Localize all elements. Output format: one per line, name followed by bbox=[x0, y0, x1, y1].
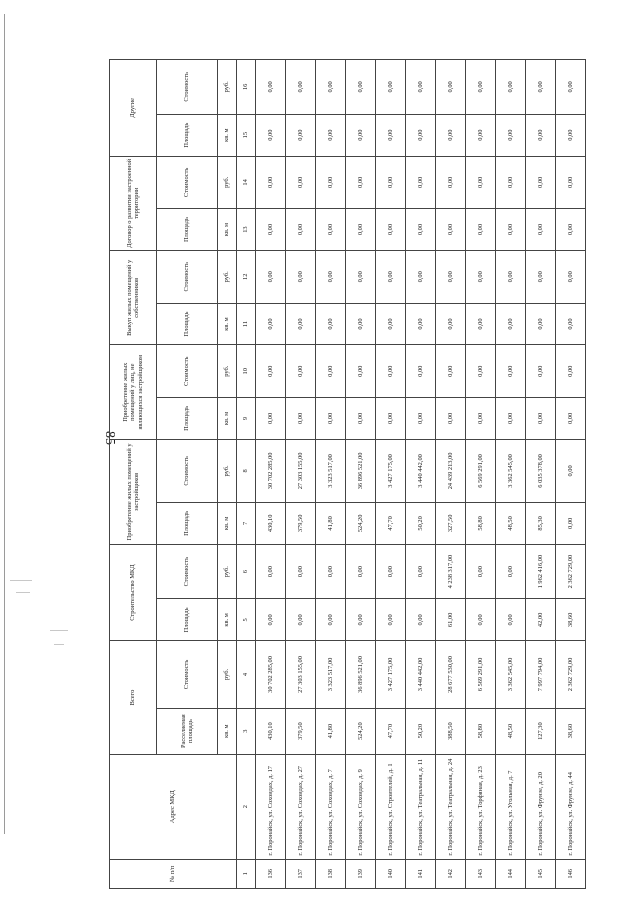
cell-area: 0,00 bbox=[256, 303, 286, 345]
row-number: 146 bbox=[556, 859, 586, 888]
resettlement-table bbox=[109, 59, 586, 889]
column-number: 14 bbox=[237, 156, 256, 208]
header-unit-area: кв. м bbox=[218, 114, 237, 156]
cell-cost: 0,00 bbox=[316, 251, 346, 303]
cell-area: 58,80 bbox=[466, 502, 496, 544]
cell-area: 0,00 bbox=[466, 599, 496, 641]
cell-area: 0,00 bbox=[496, 114, 526, 156]
cell-cost: 6 035 378,00 bbox=[526, 439, 556, 502]
cell-area: 48,50 bbox=[496, 502, 526, 544]
cell-cost: 4 238 317,00 bbox=[436, 544, 466, 599]
cell-cost: 24 439 213,00 bbox=[436, 439, 466, 502]
row-number: 139 bbox=[346, 859, 376, 888]
cell-area: 0,00 bbox=[256, 599, 286, 641]
cell-area: 388,50 bbox=[436, 708, 466, 754]
row-address: г. Поронайск, ул. Сохоидах, д. 17 bbox=[256, 754, 286, 859]
cell-cost: 0,00 bbox=[286, 345, 316, 397]
column-number: 9 bbox=[237, 397, 256, 439]
cell-area: 0,00 bbox=[526, 397, 556, 439]
header-group-total: Всего bbox=[110, 641, 157, 754]
cell-area: 0,00 bbox=[346, 303, 376, 345]
cell-area: 0,00 bbox=[406, 114, 436, 156]
cell-cost: 30 702 285,00 bbox=[256, 641, 286, 708]
cell-cost: 0,00 bbox=[376, 156, 406, 208]
cell-area: 38,60 bbox=[556, 708, 586, 754]
row-address: г. Поронайск, ул. Театральная, д. 11 bbox=[406, 754, 436, 859]
cell-area: 0,00 bbox=[436, 114, 466, 156]
table-row bbox=[346, 60, 376, 889]
cell-cost: 0,00 bbox=[556, 156, 586, 208]
cell-area: 50,20 bbox=[406, 708, 436, 754]
cell-area: 0,00 bbox=[346, 599, 376, 641]
cell-area: 47,70 bbox=[376, 708, 406, 754]
header-group-construction: Строительство МКД bbox=[110, 544, 157, 641]
cell-area: 0,00 bbox=[436, 209, 466, 251]
cell-area: 0,00 bbox=[286, 209, 316, 251]
column-number: 11 bbox=[237, 303, 256, 345]
cell-cost: 36 896 521,00 bbox=[346, 641, 376, 708]
cell-cost: 0,00 bbox=[436, 156, 466, 208]
cell-area: 0,00 bbox=[436, 397, 466, 439]
header-cost: Стоимость bbox=[157, 641, 218, 708]
header-area: Площадь bbox=[157, 502, 218, 544]
cell-area: 0,00 bbox=[376, 303, 406, 345]
column-number-row bbox=[237, 60, 256, 889]
header-unit-cost: руб. bbox=[218, 156, 237, 208]
cell-area: 0,00 bbox=[526, 303, 556, 345]
cell-area: 0,00 bbox=[466, 303, 496, 345]
column-number: 6 bbox=[237, 544, 256, 599]
cell-area: 50,20 bbox=[406, 502, 436, 544]
header-group-other: Другие bbox=[110, 60, 157, 157]
cell-cost: 0,00 bbox=[376, 251, 406, 303]
cell-cost: 0,00 bbox=[346, 544, 376, 599]
row-address: г. Поронайск, ул. Строителей, д. 1 bbox=[376, 754, 406, 859]
cell-area: 0,00 bbox=[376, 599, 406, 641]
cell-area: 42,00 bbox=[526, 599, 556, 641]
cell-cost: 0,00 bbox=[436, 60, 466, 115]
row-number: 140 bbox=[376, 859, 406, 888]
cell-cost: 0,00 bbox=[256, 60, 286, 115]
cell-area: 0,00 bbox=[556, 502, 586, 544]
cell-cost: 30 702 285,00 bbox=[256, 439, 286, 502]
table-row bbox=[406, 60, 436, 889]
cell-cost: 0,00 bbox=[406, 345, 436, 397]
column-number: 1 bbox=[237, 859, 256, 888]
header-unit-area: кв. м bbox=[218, 502, 237, 544]
cell-cost: 0,00 bbox=[496, 156, 526, 208]
header-unit-area: кв. м bbox=[218, 708, 237, 754]
cell-cost: 0,00 bbox=[526, 345, 556, 397]
cell-area: 47,70 bbox=[376, 502, 406, 544]
header-area: Площадь bbox=[157, 397, 218, 439]
cell-area: 0,00 bbox=[556, 114, 586, 156]
cell-cost: 28 677 530,00 bbox=[436, 641, 466, 708]
cell-area: 0,00 bbox=[496, 397, 526, 439]
cell-cost: 36 896 521,00 bbox=[346, 439, 376, 502]
header-unit-area: кв. м bbox=[218, 397, 237, 439]
cell-cost: 0,00 bbox=[496, 251, 526, 303]
cell-area: 0,00 bbox=[316, 599, 346, 641]
scan-smudge bbox=[50, 630, 68, 631]
cell-area: 0,00 bbox=[286, 303, 316, 345]
cell-cost: 2 362 729,00 bbox=[556, 544, 586, 599]
column-number: 12 bbox=[237, 251, 256, 303]
cell-cost: 0,00 bbox=[256, 345, 286, 397]
cell-cost: 0,00 bbox=[496, 544, 526, 599]
column-number: 5 bbox=[237, 599, 256, 641]
header-unit-cost: руб. bbox=[218, 345, 237, 397]
scan-smudge bbox=[54, 644, 64, 645]
cell-cost: 0,00 bbox=[346, 345, 376, 397]
header-cost: Стоимость bbox=[157, 544, 218, 599]
column-number: 15 bbox=[237, 114, 256, 156]
cell-area: 0,00 bbox=[256, 114, 286, 156]
cell-area: 430,10 bbox=[256, 708, 286, 754]
header-idx: № п/п bbox=[110, 859, 237, 888]
cell-cost: 0,00 bbox=[556, 251, 586, 303]
cell-cost: 3 362 545,00 bbox=[496, 641, 526, 708]
page-number: 85 bbox=[102, 431, 117, 445]
cell-area: 0,00 bbox=[316, 397, 346, 439]
header-cost: Стоимость bbox=[157, 345, 218, 397]
header-cost: Стоимость bbox=[157, 60, 218, 115]
cell-cost: 0,00 bbox=[556, 345, 586, 397]
cell-area: 85,30 bbox=[526, 502, 556, 544]
cell-cost: 0,00 bbox=[316, 544, 346, 599]
cell-area: 38,60 bbox=[556, 599, 586, 641]
cell-cost: 0,00 bbox=[406, 251, 436, 303]
cell-area: 0,00 bbox=[286, 114, 316, 156]
header-group-buyout: Выкуп жилых помещений у собственников bbox=[110, 251, 157, 345]
cell-area: 127,30 bbox=[526, 708, 556, 754]
header-cost: Стоимость bbox=[157, 156, 218, 208]
rotated-table-container bbox=[109, 59, 574, 889]
cell-area: 61,00 bbox=[436, 599, 466, 641]
row-address: г. Поронайск, ул. Сохоидах, д. 9 bbox=[346, 754, 376, 859]
table-row bbox=[376, 60, 406, 889]
cell-area: 524,20 bbox=[346, 708, 376, 754]
header-cost: Стоимость bbox=[157, 251, 218, 303]
table-row bbox=[286, 60, 316, 889]
cell-area: 0,00 bbox=[256, 209, 286, 251]
cell-cost: 0,00 bbox=[496, 60, 526, 115]
row-number: 143 bbox=[466, 859, 496, 888]
cell-area: 0,00 bbox=[316, 114, 346, 156]
scan-smudge bbox=[16, 592, 30, 593]
header-cost: Стоимость bbox=[157, 439, 218, 502]
cell-cost: 0,00 bbox=[406, 156, 436, 208]
cell-area: 0,00 bbox=[496, 303, 526, 345]
cell-cost: 0,00 bbox=[256, 156, 286, 208]
cell-cost: 3 440 442,00 bbox=[406, 439, 436, 502]
cell-cost: 0,00 bbox=[466, 544, 496, 599]
cell-cost: 0,00 bbox=[376, 60, 406, 115]
cell-area: 0,00 bbox=[316, 209, 346, 251]
header-unit-cost: руб. bbox=[218, 60, 237, 115]
header-area: Площадь bbox=[157, 209, 218, 251]
cell-cost: 0,00 bbox=[316, 156, 346, 208]
cell-area: 0,00 bbox=[526, 209, 556, 251]
table-body bbox=[256, 60, 586, 889]
cell-area: 327,50 bbox=[436, 502, 466, 544]
cell-cost: 0,00 bbox=[256, 251, 286, 303]
cell-area: 0,00 bbox=[466, 114, 496, 156]
header-unit-area: кв. м bbox=[218, 303, 237, 345]
cell-area: 41,80 bbox=[316, 502, 346, 544]
cell-cost: 3 427 175,00 bbox=[376, 641, 406, 708]
cell-cost: 0,00 bbox=[286, 156, 316, 208]
cell-cost: 0,00 bbox=[526, 156, 556, 208]
table-row bbox=[436, 60, 466, 889]
cell-cost: 0,00 bbox=[436, 251, 466, 303]
cell-cost: 0,00 bbox=[376, 544, 406, 599]
cell-area: 0,00 bbox=[346, 209, 376, 251]
cell-cost: 27 303 155,00 bbox=[286, 641, 316, 708]
cell-cost: 0,00 bbox=[556, 60, 586, 115]
cell-area: 0,00 bbox=[346, 397, 376, 439]
cell-cost: 0,00 bbox=[496, 345, 526, 397]
header-unit-cost: руб. bbox=[218, 251, 237, 303]
column-number: 10 bbox=[237, 345, 256, 397]
cell-area: 0,00 bbox=[286, 599, 316, 641]
cell-cost: 0,00 bbox=[526, 60, 556, 115]
header-group-non-developer: Приобретение жилых помещений у лиц, не являющихся застройщиком bbox=[110, 345, 157, 439]
cell-cost: 0,00 bbox=[286, 60, 316, 115]
cell-cost: 3 427 175,00 bbox=[376, 439, 406, 502]
column-number: 3 bbox=[237, 708, 256, 754]
cell-area: 0,00 bbox=[346, 114, 376, 156]
column-number: 7 bbox=[237, 502, 256, 544]
cell-cost: 2 362 729,00 bbox=[556, 641, 586, 708]
header-unit-area: кв. м bbox=[218, 209, 237, 251]
cell-cost: 0,00 bbox=[526, 251, 556, 303]
header-area: Площадь bbox=[157, 599, 218, 641]
cell-area: 0,00 bbox=[406, 209, 436, 251]
cell-area: 0,00 bbox=[526, 114, 556, 156]
table-row bbox=[556, 60, 586, 889]
cell-cost: 0,00 bbox=[346, 60, 376, 115]
row-address: г. Поронайск, ул. Сохоидах, д. 7 bbox=[316, 754, 346, 859]
cell-area: 0,00 bbox=[496, 209, 526, 251]
cell-cost: 0,00 bbox=[406, 60, 436, 115]
cell-cost: 27 303 155,00 bbox=[286, 439, 316, 502]
cell-cost: 0,00 bbox=[286, 251, 316, 303]
cell-area: 0,00 bbox=[556, 397, 586, 439]
cell-area: 524,20 bbox=[346, 502, 376, 544]
cell-area: 379,50 bbox=[286, 708, 316, 754]
cell-cost: 7 997 794,00 bbox=[526, 641, 556, 708]
cell-area: 0,00 bbox=[406, 397, 436, 439]
header-unit-cost: руб. bbox=[218, 544, 237, 599]
header-group-territory: Договор о развитии застроенной территории bbox=[110, 156, 157, 250]
column-number: 16 bbox=[237, 60, 256, 115]
header-resettled-area: Расселяемая площадь bbox=[157, 708, 218, 754]
column-number: 8 bbox=[237, 439, 256, 502]
header-group-developer: Приобретение жилых помещений у застройщиков bbox=[110, 439, 157, 544]
row-address: г. Поронайск, ул. Угольная, д. 7 bbox=[496, 754, 526, 859]
cell-area: 0,00 bbox=[376, 114, 406, 156]
row-number: 142 bbox=[436, 859, 466, 888]
cell-area: 58,80 bbox=[466, 708, 496, 754]
row-number: 141 bbox=[406, 859, 436, 888]
cell-cost: 0,00 bbox=[346, 251, 376, 303]
cell-area: 0,00 bbox=[496, 599, 526, 641]
cell-cost: 0,00 bbox=[466, 156, 496, 208]
cell-cost: 0,00 bbox=[466, 251, 496, 303]
cell-cost: 0,00 bbox=[286, 544, 316, 599]
cell-area: 0,00 bbox=[286, 397, 316, 439]
column-number: 4 bbox=[237, 641, 256, 708]
scan-smudge bbox=[10, 580, 32, 581]
table-row bbox=[316, 60, 346, 889]
row-number: 144 bbox=[496, 859, 526, 888]
cell-cost: 0,00 bbox=[436, 345, 466, 397]
cell-cost: 3 362 545,00 bbox=[496, 439, 526, 502]
column-number: 13 bbox=[237, 209, 256, 251]
cell-area: 379,50 bbox=[286, 502, 316, 544]
cell-area: 0,00 bbox=[556, 209, 586, 251]
cell-cost: 6 569 291,00 bbox=[466, 439, 496, 502]
header-unit-cost: руб. bbox=[218, 641, 237, 708]
cell-cost: 3 323 517,00 bbox=[316, 439, 346, 502]
cell-cost: 0,00 bbox=[376, 345, 406, 397]
table-row bbox=[256, 60, 286, 889]
header-area: Площадь bbox=[157, 303, 218, 345]
cell-area: 48,50 bbox=[496, 708, 526, 754]
cell-area: 0,00 bbox=[316, 303, 346, 345]
cell-area: 0,00 bbox=[376, 397, 406, 439]
left-margin-line bbox=[4, 14, 5, 834]
row-number: 145 bbox=[526, 859, 556, 888]
cell-cost: 1 962 416,00 bbox=[526, 544, 556, 599]
cell-area: 0,00 bbox=[466, 397, 496, 439]
cell-cost: 6 569 291,00 bbox=[466, 641, 496, 708]
row-number: 138 bbox=[316, 859, 346, 888]
row-address: г. Поронайск, ул. Театральная, д. 24 bbox=[436, 754, 466, 859]
cell-area: 41,80 bbox=[316, 708, 346, 754]
header-unit-area: кв. м bbox=[218, 599, 237, 641]
cell-area: 0,00 bbox=[406, 599, 436, 641]
row-address: г. Поронайск, ул. Торфяная, д. 23 bbox=[466, 754, 496, 859]
cell-area: 0,00 bbox=[406, 303, 436, 345]
row-address: г. Поронайск, ул. Фрунзе, д. 20 bbox=[526, 754, 556, 859]
row-address: г. Поронайск, ул. Фрунзе, д. 44 bbox=[556, 754, 586, 859]
column-number: 2 bbox=[237, 754, 256, 859]
cell-area: 430,10 bbox=[256, 502, 286, 544]
header-address: Адрес МКД bbox=[110, 754, 237, 859]
cell-area: 0,00 bbox=[466, 209, 496, 251]
table-row bbox=[496, 60, 526, 889]
cell-cost: 0,00 bbox=[466, 60, 496, 115]
cell-cost: 0,00 bbox=[346, 156, 376, 208]
cell-cost: 0,00 bbox=[466, 345, 496, 397]
cell-cost: 3 440 442,00 bbox=[406, 641, 436, 708]
header-unit-cost: руб. bbox=[218, 439, 237, 502]
table-row bbox=[526, 60, 556, 889]
cell-area: 0,00 bbox=[556, 303, 586, 345]
row-number: 137 bbox=[286, 859, 316, 888]
cell-cost: 0,00 bbox=[316, 60, 346, 115]
cell-area: 0,00 bbox=[256, 397, 286, 439]
cell-cost: 0,00 bbox=[316, 345, 346, 397]
table-row bbox=[466, 60, 496, 889]
cell-cost: 3 323 517,00 bbox=[316, 641, 346, 708]
row-number: 136 bbox=[256, 859, 286, 888]
cell-cost: 0,00 bbox=[406, 544, 436, 599]
row-address: г. Поронайск, ул. Сохоидах, д. 27 bbox=[286, 754, 316, 859]
cell-area: 0,00 bbox=[376, 209, 406, 251]
cell-cost: 0,00 bbox=[556, 439, 586, 502]
cell-cost: 0,00 bbox=[256, 544, 286, 599]
cell-area: 0,00 bbox=[436, 303, 466, 345]
header-area: Площадь bbox=[157, 114, 218, 156]
